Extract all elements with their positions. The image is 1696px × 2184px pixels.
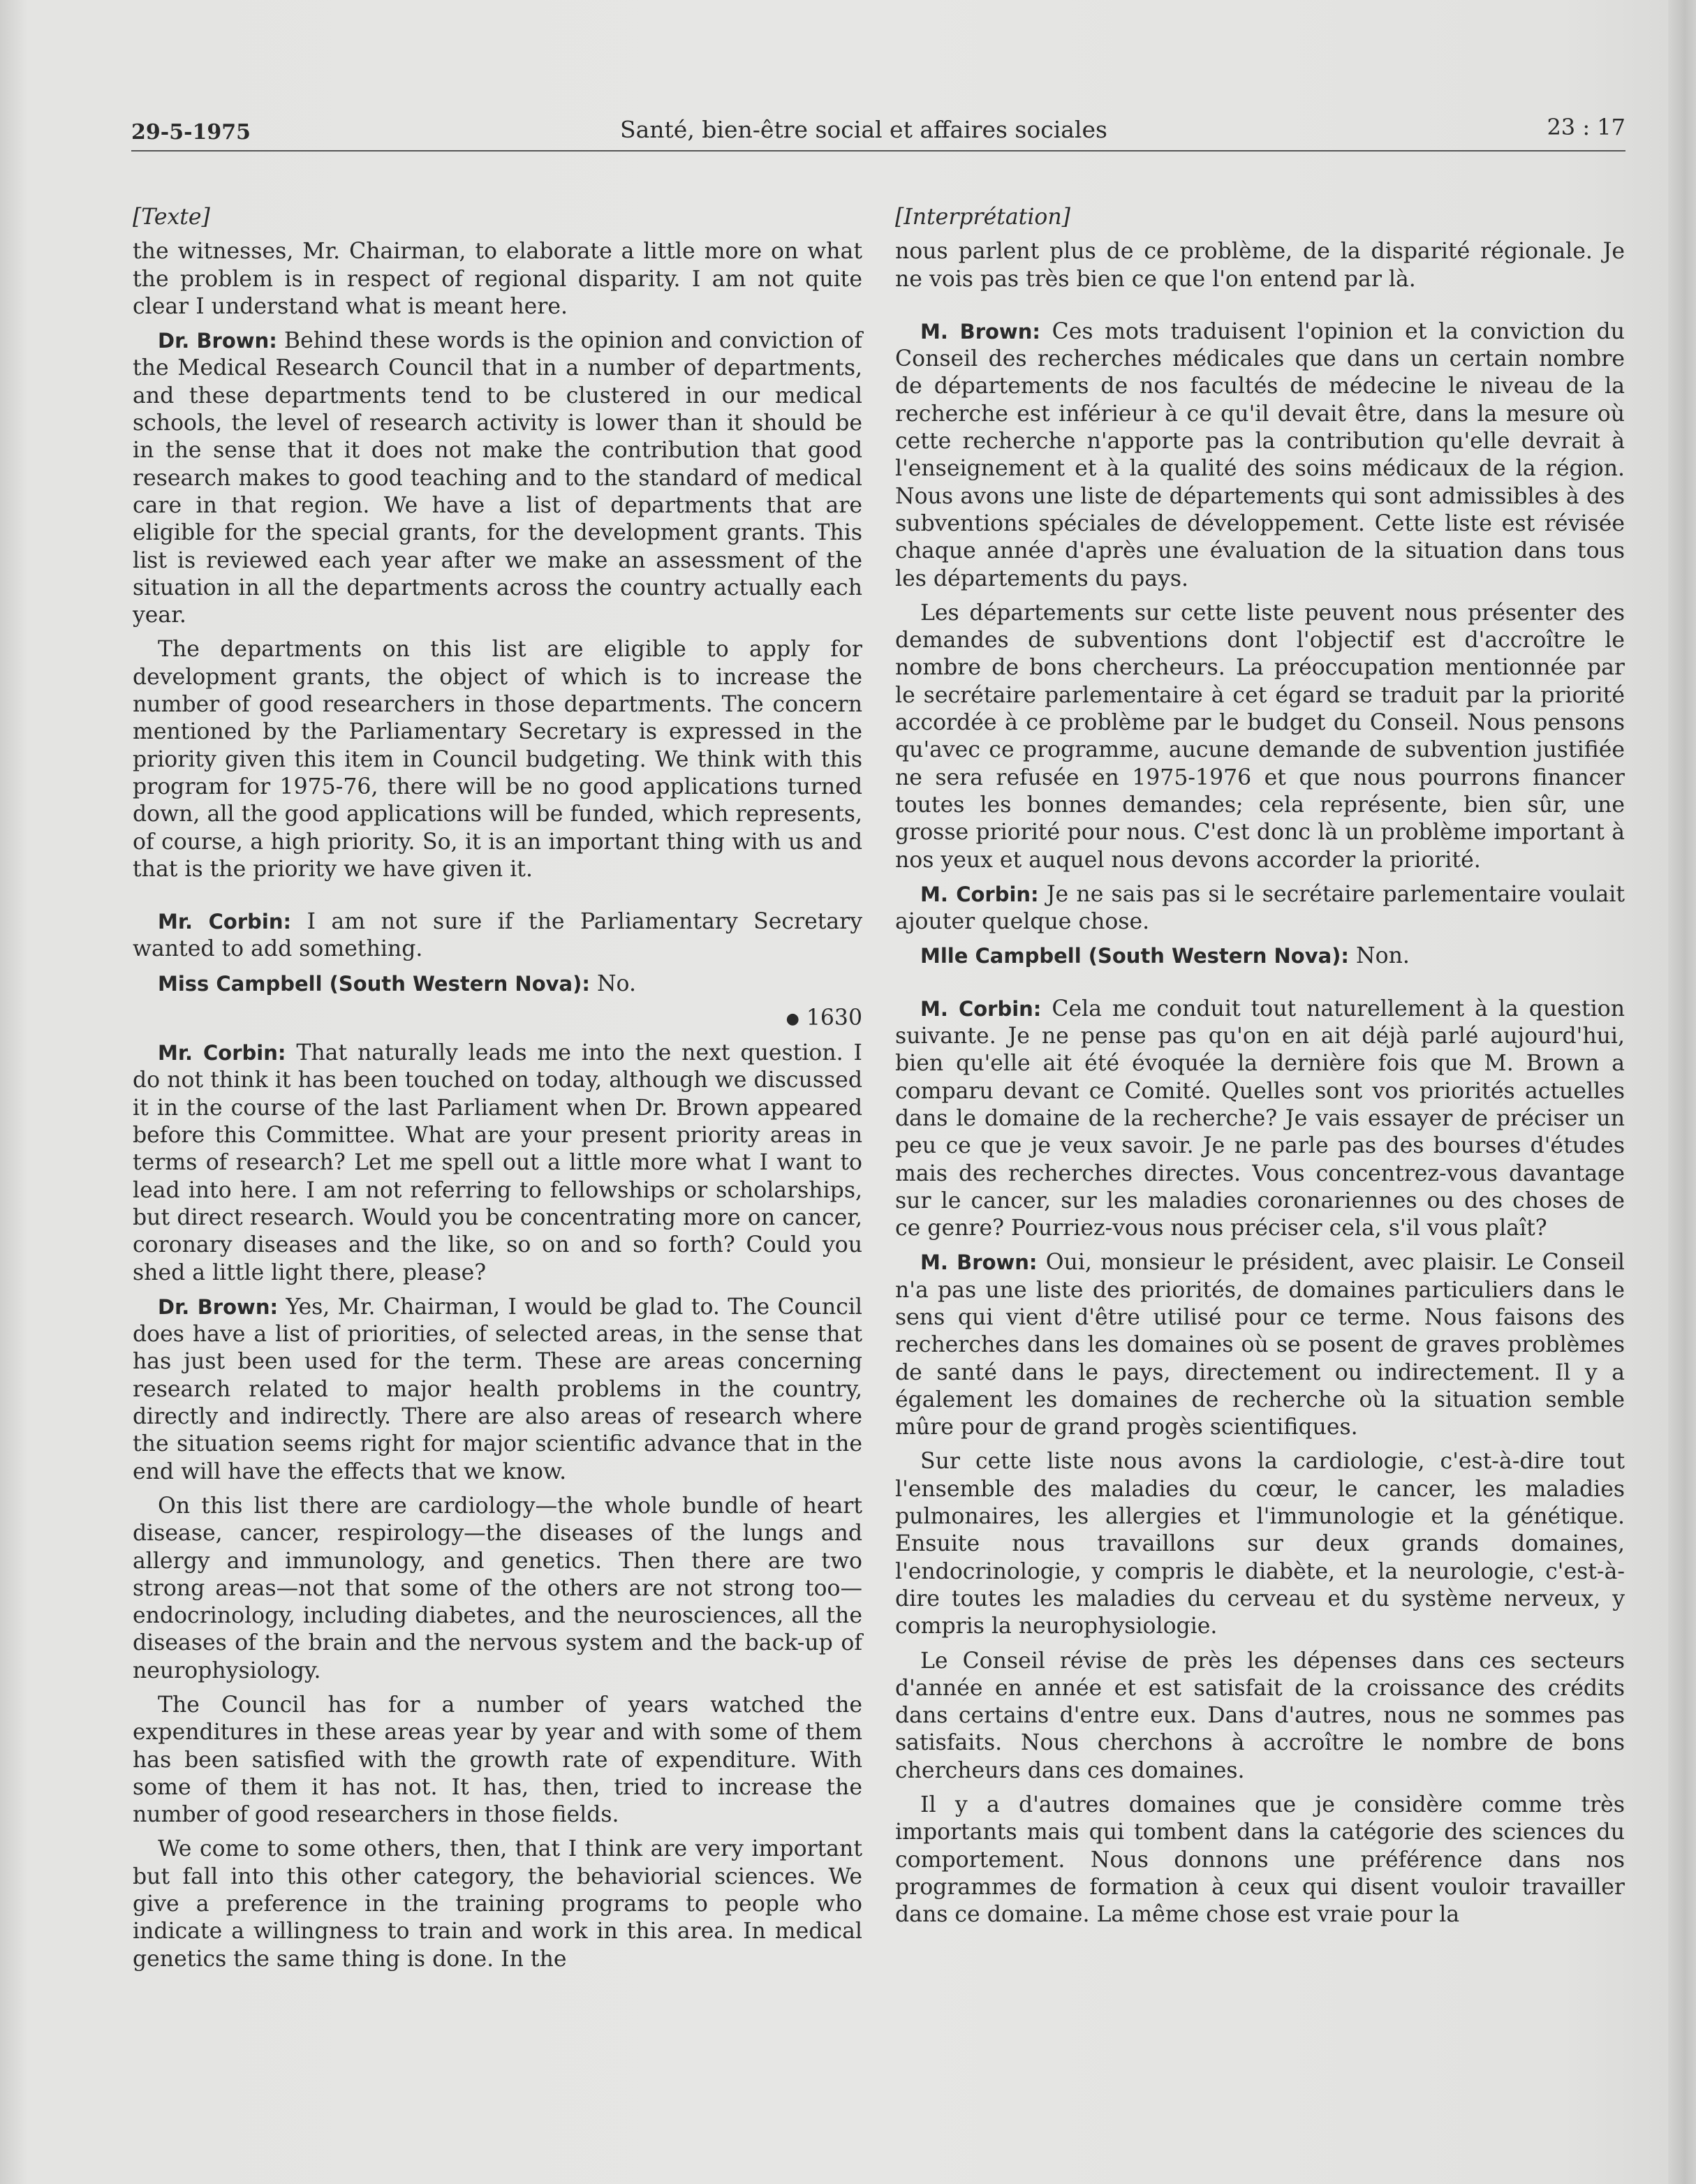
paragraph-text: We come to some others, then, that I think are very important but fall into this other category, the behaviorial sciences. We give a preference in the training programs to people who indicate a willingness to train and work in this area. In medical genetics the same thing is done. In the: [133, 1836, 862, 1972]
paragraph: [895, 1648, 1625, 1785]
speaker-name: M. Corbin:: [920, 996, 1042, 1021]
paragraph-text: Behind these words is the opinion and conviction of the Medical Research Council that in a number of departments, and these departments tend to be clustered in our medical schools, the level of research activity is lower than it should be in the sense that it does not make the contribution that good research makes to good teaching and to the standard of medical care in that region. We have a list of departments that are eligible for the special grants, for the development grants. This list is reviewed each year after we make an assessment of the situation in all the departments across the country actually each year.: [133, 328, 862, 628]
paragraph: [895, 600, 1625, 874]
paragraph: [895, 1249, 1625, 1441]
speaker-name: M. Corbin:: [920, 882, 1039, 906]
paragraph: [895, 1792, 1625, 1928]
paragraph: [895, 881, 1625, 936]
paragraph: [895, 943, 1625, 970]
paragraph-text: nous parlent plus de ce problème, de la disparité régionale. Je ne vois pas très bien ce que l'on entend par là.: [895, 239, 1625, 292]
paragraph-text: Sur cette liste nous avons la cardiologie, c'est-à-dire tout l'ensemble des maladies du cœur, le cancer, les maladies pulmonaires, les allergies et l'immunologie et la génétique. Ensuite nous travaillons sur deux grands domaines, l'endocrinologie, y compris le diabète, et la neurologie, c'est-à-dire toutes les maladies du cerveau et du système nerveux, y compris la neurophysiologie.: [895, 1449, 1625, 1639]
speaker-name: Dr. Brown:: [158, 1294, 279, 1319]
speaker-name: Mr. Corbin:: [158, 1041, 286, 1065]
column-tag: [Interprétation]: [895, 205, 1070, 230]
paragraph-text: No.: [589, 971, 636, 996]
paragraph-text: I am not sure if the Parliamentary Secretary wanted to add something.: [133, 909, 862, 962]
paragraph: [895, 238, 1625, 293]
paragraph: [133, 1692, 862, 1829]
paragraph: [133, 908, 862, 964]
speaker-name: Mlle Campbell (South Western Nova):: [920, 944, 1350, 968]
paragraph: [133, 636, 862, 883]
paragraph-text: the witnesses, Mr. Chairman, to elaborate a little more on what the problem is in respect of regional disparity. I am not quite clear I understand what is meant here.: [133, 239, 862, 319]
paragraph: [133, 1836, 862, 1972]
paragraph: [895, 996, 1625, 1243]
bullet-icon: ●: [786, 1010, 799, 1028]
speaker-name: Miss Campbell (South Western Nova):: [158, 971, 590, 996]
paragraph-text: Le Conseil révise de près les dépenses dans ces secteurs d'année en année et est satisfait de la croissance des crédits dans certains d'entre eux. Dans d'autres, nous ne sommes pas satisfaits. Nous cherchons à accroître le nombre de bons chercheurs dans ces domaines.: [895, 1648, 1625, 1783]
left-column: [133, 204, 862, 1980]
paragraph: [895, 1448, 1625, 1640]
paragraph-text: Les départements sur cette liste peuvent nous présenter des demandes de subventions dont l'objectif est d'accroître le nombre de bons chercheurs. La préoccupation mentionnée par le secrétaire parlementaire à cet égard se traduit par la priorité accordée à ce problème par le budget du Conseil. Nous pensons qu'avec ce programme, aucune demande de subvention justifiée ne sera refusée en 1975-1976 et que nous pourrons financer toutes les bonnes demandes; cela représente, bien sûr, une grosse priorité pour nous. C'est donc là un problème important à nos yeux et auquel nous devons accorder la priorité.: [895, 600, 1625, 873]
speaker-name: Dr. Brown:: [158, 329, 277, 353]
right-column: [895, 204, 1625, 1936]
header-page-number: 23 : 17: [1547, 114, 1625, 140]
timestamp-marker: [133, 1005, 862, 1033]
speaker-name: Mr. Corbin:: [158, 910, 292, 934]
paragraph-text: Cela me conduit tout naturellement à la question suivante. Je ne pense pas qu'on en ait déjà parlé aujourd'hui, bien qu'elle ait été évoquée la dernière fois que M. Brown a comparu devant ce Comité. Quelles sont vos priorités actuelles dans le domaine de la recherche? Je vais essayer de préciser un peu ce que je veux savoir. Je ne parle pas des bourses d'études mais des recherches directes. Vous concentrez-vous davantage sur le cancer, sur les maladies coronariennes ou des choses de ce genre? Pourriez-vous nous préciser cela, s'il vous plaît?: [895, 996, 1625, 1241]
paragraph-text: Ces mots traduisent l'opinion et la conviction du Conseil des recherches médicales que dans un certain nombre de départements de nos facultés de médecine le niveau de la recherche est inférieur à ce qu'il devait être, dans la mesure où cette recherche n'apporte pas la contribution qu'elle devrait à l'enseignement et à la qualité des soins médicaux de la région. Nous avons une liste de départements qui sont admissibles à des subventions spéciales de développement. Cette liste est révisée chaque année d'après une évaluation de la situation dans tous les départements du pays.: [895, 318, 1625, 591]
page-edge: [1668, 0, 1696, 2184]
paragraph-text: Oui, monsieur le président, avec plaisir. Le Conseil n'a pas une liste des priorités, de domaines particuliers dans le sens qui vient d'être utilisé pour ce terme. Nous faisons des recherches dans les domaines où se posent de graves problèmes de santé dans le pays, directement ou indirectement. Il y a également les domaines de recherche où la situation semble mûre pour de grand progès scientifiques.: [895, 1250, 1625, 1440]
paragraph: [133, 1294, 862, 1486]
paragraph-text: That naturally leads me into the next question. I do not think it has been touched on today, although we discussed it in the course of the last Parliament when Dr. Brown appeared before this Committee. What are your present priority areas in terms of research? Let me spell out a little more what I want to lead into here. I am not referring to fellowships or scholarships, but direct research. Would you be concentrating more on cancer, coronary diseases and the like, so on and so forth? Could you shed a little light there, please?: [133, 1040, 862, 1285]
paragraph: [133, 971, 862, 998]
running-head: [131, 108, 1625, 152]
paragraph-text: Non.: [1349, 943, 1410, 969]
column-tag: [Texte]: [133, 205, 210, 230]
timestamp: 1630: [806, 1005, 862, 1031]
paragraph-text: Je ne sais pas si le secrétaire parlementaire voulait ajouter quelque chose.: [895, 881, 1625, 935]
speaker-name: M. Brown:: [920, 319, 1040, 344]
paragraph-text: The departments on this list are eligible to apply for development grants, the object of which is to increase the number of good researchers in those departments. The concern mentioned by the Parliamentary Secretary is expressed in the priority given this item in Council budgeting. We think with this program for 1975-76, there will be no good applications turned down, all the good applications will be funded, which represents, of course, a high priority. So, it is an important thing with us and that is the priority we have given it.: [133, 637, 862, 882]
paragraph-text: Yes, Mr. Chairman, I would be glad to. The Council does have a list of priorities, of selected areas, in the sense that has just been used for the term. These are areas concerning research related to major health problems in the country, directly and indirectly. There are also areas of research where the situation seems right for major scientific advance that in the end will have the effects that we know.: [133, 1294, 862, 1484]
paragraph-text: The Council has for a number of years watched the expenditures in these areas year by year and with some of them has been satisfied with the growth rate of expenditure. With some of them it has not. It has, then, tried to increase the number of good researchers in those fields.: [133, 1692, 862, 1828]
header-title: Santé, bien-être social et affaires sociales: [620, 116, 1107, 143]
header-date: 29-5-1975: [131, 120, 251, 145]
paragraph: [133, 1040, 862, 1287]
paragraph: [133, 327, 862, 629]
speaker-name: M. Brown:: [920, 1250, 1038, 1275]
paragraph-text: On this list there are cardiology—the whole bundle of heart disease, cancer, respirology—the diseases of the lungs and allergy and immunology, and genetics. Then there are two strong areas—not that some of the others are not strong too—endocrinology, including diabetes, and the neurosciences, all the diseases of the brain and the nervous system and the back-up of neurophysiology.: [133, 1493, 862, 1683]
paragraph: [133, 238, 862, 320]
paragraph-text: Il y a d'autres domaines que je considère comme très importants mais qui tombent dans la catégorie des sciences du comportement. Nous donnons une préférence dans nos programmes de formation à ceux qui disent vouloir travailler dans ce domaine. La même chose est vraie pour la: [895, 1792, 1625, 1928]
paragraph: [133, 1493, 862, 1685]
paragraph: [895, 318, 1625, 593]
